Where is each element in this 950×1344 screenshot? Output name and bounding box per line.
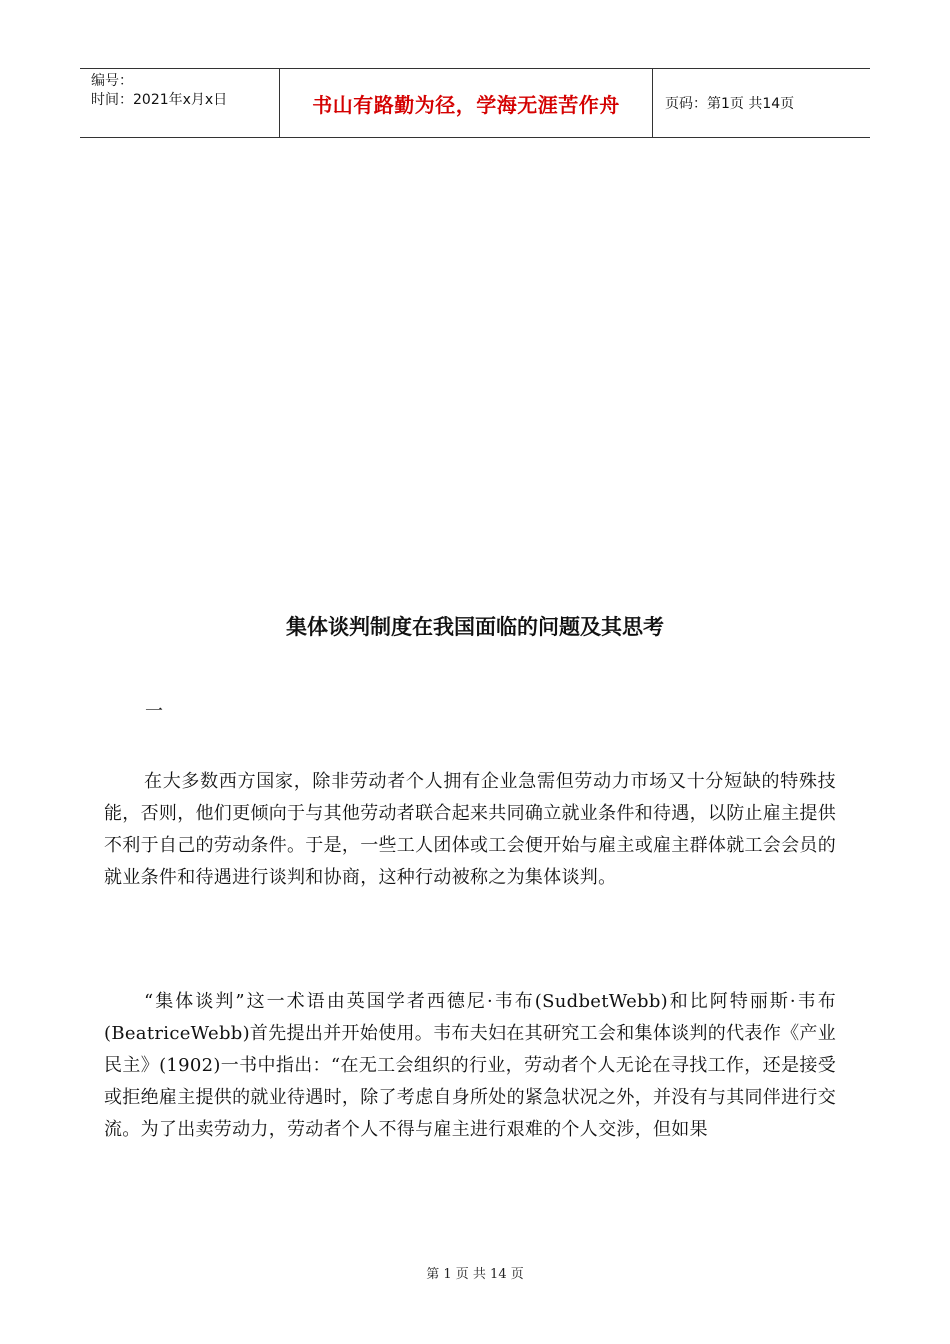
header-motto-cell	[280, 69, 653, 137]
header-page-info: 页码：第1页 共14页	[665, 96, 795, 112]
serial-number-label: 编号：	[91, 73, 133, 89]
body-paragraph: 在大多数西方国家，除非劳动者个人拥有企业急需但劳动力市场又十分短缺的特殊技能，否则，他们更倾向于与其他劳动者联合起来共同确立就业条件和待遇，以防止雇主提供不利于自己的劳动条件。于是，一些工人团体或工会便开始与雇主或雇主群体就工会会员的就业条件和待遇进行谈判和协商，这种行动被称之为集体谈判。	[104, 771, 836, 888]
document-title: 集体谈判制度在我国面临的问题及其思考	[286, 615, 664, 639]
section-number: 一	[145, 701, 163, 722]
header-meta	[80, 69, 280, 137]
body-paragraph: “集体谈判”这一术语由英国学者西德尼·韦布(SudbetWebb)和比阿特丽斯·韦布(BeatriceWebb)首先提出并开始使用。韦布夫妇在其研究工会和集体谈判的代表作《产业民主》(1902)一书中指出：“在无工会组织的行业，劳动者个人无论在寻找工作，还是接受或拒绝雇主提供的就业待遇时，除了考虑自身所处的紧急状况之外，并没有与其同伴进行交流。为了出卖劳动力，劳动者个人不得与雇主进行艰难的个人交涉，但如果	[104, 991, 836, 1140]
date-label: 时间：2021年x月x日	[91, 92, 228, 108]
document-header	[80, 68, 870, 138]
header-motto: 书山有路勤为径，学海无涯苦作舟	[312, 92, 620, 117]
header-page-info-cell	[653, 69, 870, 137]
page-footer: 第 1 页 共 14 页	[426, 1267, 524, 1282]
